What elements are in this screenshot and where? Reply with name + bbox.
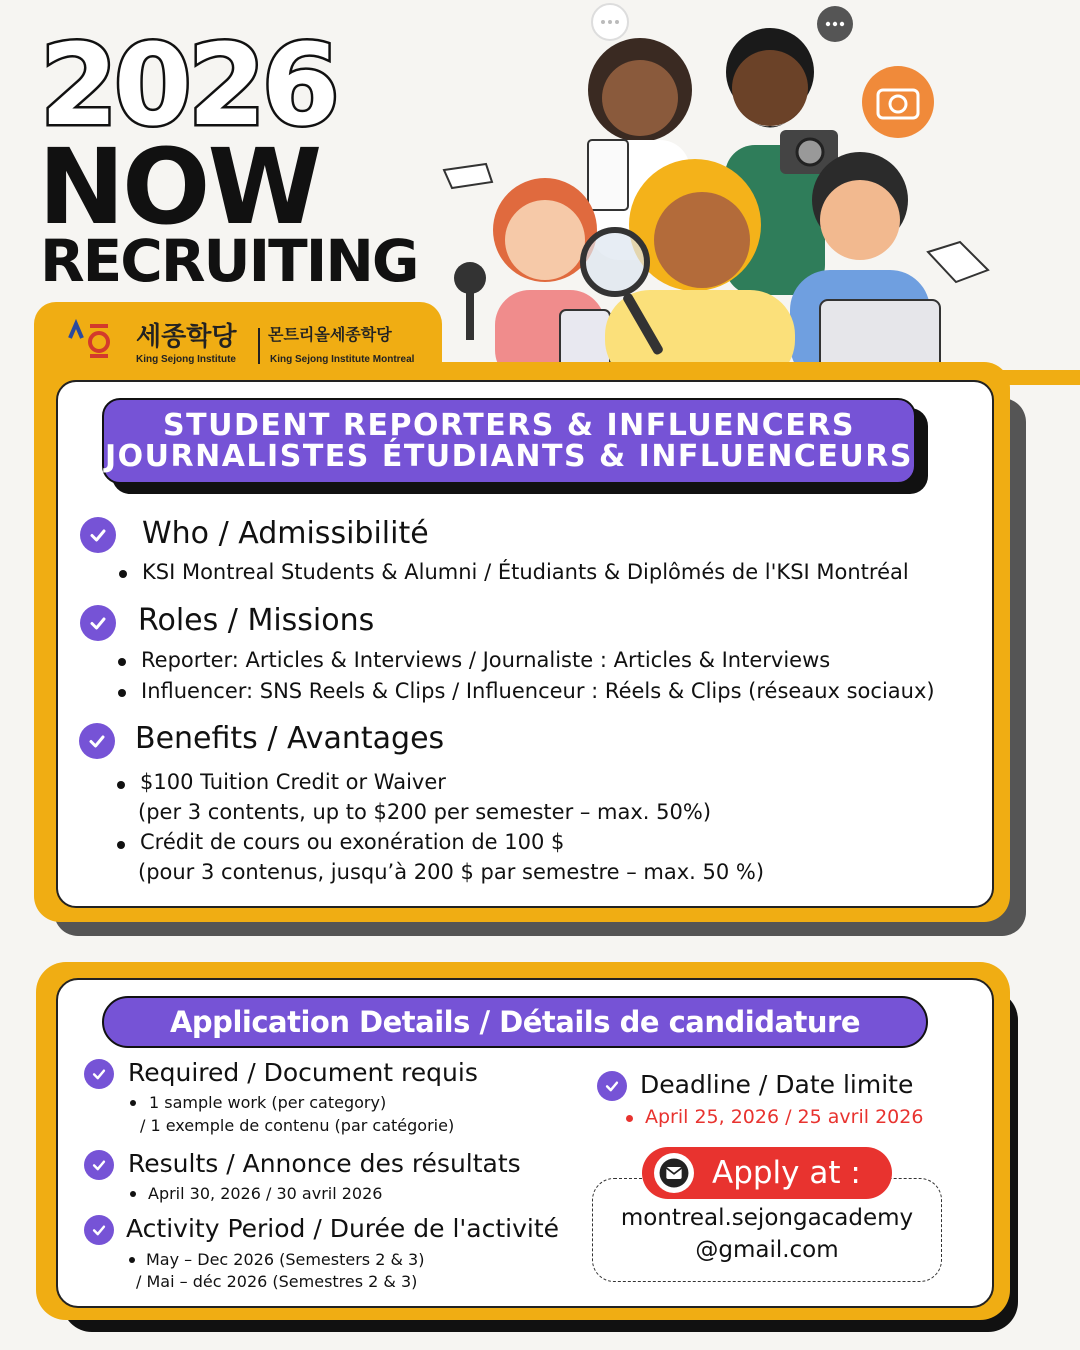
chat-bubble-icon (817, 6, 853, 42)
benefit-fr-line2: (pour 3 contenus, jusqu’à 200 $ par semestre – max. 50 %) (138, 860, 765, 884)
email-line2: @gmail.com (695, 1237, 839, 1263)
ksi-logo-icon (64, 316, 114, 360)
email-address[interactable] (592, 1202, 942, 1266)
bullet (117, 781, 125, 789)
banner-line-en: STUDENT REPORTERS & INFLUENCERS (163, 408, 855, 443)
logo-korean-montreal: 몬트리올세종학당 (268, 325, 392, 344)
who-title: Who / Admissibilité (142, 516, 429, 551)
hero-year: 2026 (40, 21, 336, 151)
activity-line1: May – Dec 2026 (Semesters 2 & 3) (146, 1250, 425, 1269)
bullet (626, 1115, 633, 1122)
roles-item-influencer: Influencer: SNS Reels & Clips / Influenceur : Réels & Clips (réseaux sociaux) (141, 679, 935, 703)
benefits-title: Benefits / Avantages (135, 721, 445, 756)
logo-divider (258, 328, 260, 364)
required-title: Required / Document requis (128, 1058, 478, 1087)
students-illustration (440, 0, 1080, 385)
check-icon (84, 1215, 114, 1245)
check-icon (597, 1071, 627, 1101)
check-icon (79, 723, 115, 759)
activity-title: Activity Period / Durée de l'activité (126, 1214, 559, 1243)
apply-label: Apply at : (712, 1155, 861, 1191)
bullet (119, 570, 127, 578)
logo-english-montreal: King Sejong Institute Montreal (270, 354, 415, 365)
required-line1: 1 sample work (per category) (149, 1093, 387, 1112)
chat-bubble-icon (592, 4, 628, 40)
bullet (117, 841, 125, 849)
envelope-icon (654, 1153, 694, 1193)
banner-line-fr: JOURNALISTES ÉTUDIANTS & INFLUENCEURS (104, 439, 914, 474)
bullet (130, 1100, 136, 1106)
who-item: KSI Montreal Students & Alumni / Étudiants & Diplômés de l'KSI Montréal (142, 560, 909, 584)
email-line1: montreal.sejongacademy (620, 1205, 914, 1231)
bullet (118, 658, 126, 666)
logo-english-name: King Sejong Institute (136, 354, 236, 365)
required-line2: / 1 exemple de contenu (par catégorie) (140, 1116, 455, 1135)
apply-button[interactable] (642, 1147, 892, 1199)
bullet (129, 1257, 135, 1263)
logo-korean-name: 세종학당 (136, 322, 237, 352)
hero-now: NOW (38, 126, 320, 248)
hero-recruiting: RECRUITING (40, 227, 418, 295)
activity-line2: / Mai – déc 2026 (Semestres 2 & 3) (136, 1272, 418, 1291)
camera-bubble-icon (862, 66, 934, 138)
application-banner: Application Details / Détails de candidature (102, 996, 928, 1048)
roles-item-reporter: Reporter: Articles & Interviews / Journaliste : Articles & Interviews (141, 648, 831, 672)
benefit-fr-line1: Crédit de cours ou exonération de 100 $ (140, 830, 565, 854)
results-date: April 30, 2026 / 30 avril 2026 (148, 1184, 383, 1203)
bullet (118, 689, 126, 697)
benefit-en-line1: $100 Tuition Credit or Waiver (140, 770, 446, 794)
benefit-en-line2: (per 3 contents, up to $200 per semester – max. 50%) (138, 800, 712, 824)
deadline-date: April 25, 2026 / 25 avril 2026 (645, 1106, 924, 1128)
role-banner (102, 398, 916, 484)
roles-title: Roles / Missions (138, 603, 375, 638)
check-icon (84, 1150, 114, 1180)
bullet (130, 1191, 136, 1197)
check-icon (84, 1059, 114, 1089)
results-title: Results / Annonce des résultats (128, 1149, 521, 1178)
check-icon (80, 605, 116, 641)
check-icon (80, 517, 116, 553)
deadline-title: Deadline / Date limite (640, 1070, 914, 1099)
